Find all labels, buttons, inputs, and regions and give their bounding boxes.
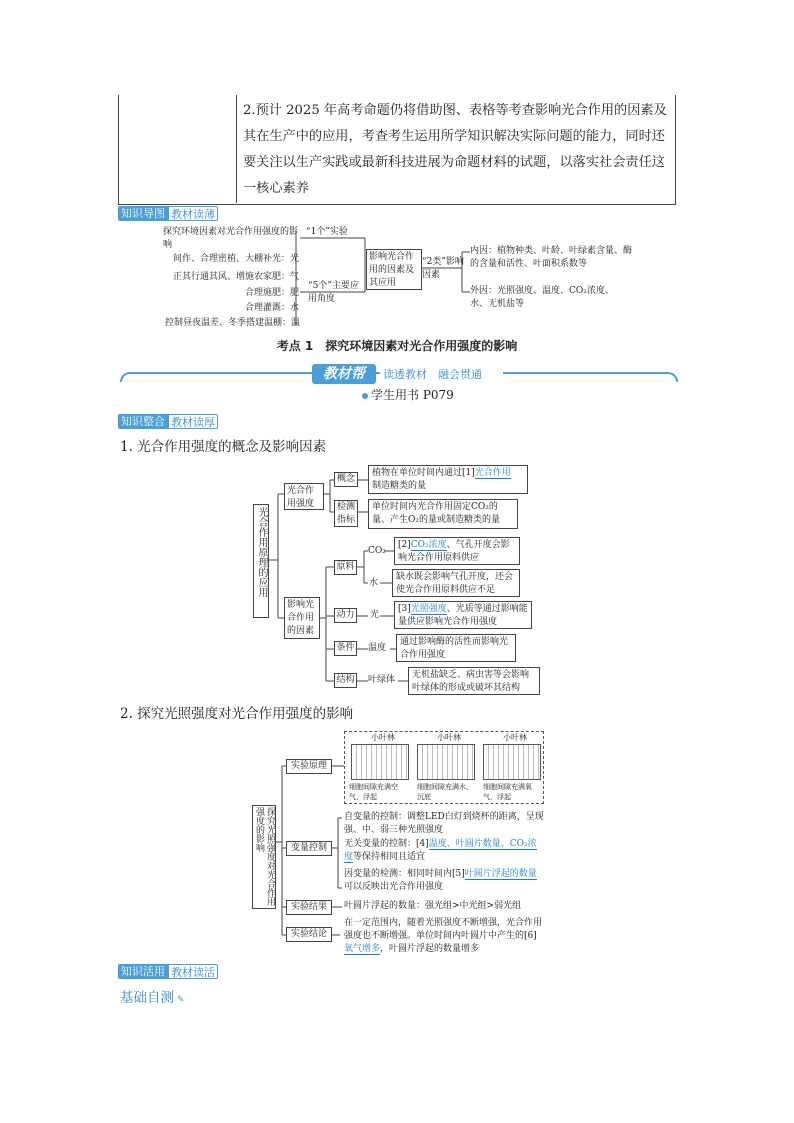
s1-water-label: 水: [369, 578, 379, 588]
s2-var-dep: [344, 868, 544, 894]
tag-apply-2: 教材读活: [168, 964, 218, 979]
tag-integrate-1: 知识整合: [118, 414, 168, 429]
banner-book-dot: [362, 393, 368, 399]
s2-conclusion: 实验结论: [286, 927, 332, 942]
s1-light-text: 、光质等通过影响能量供应影响光合作用强度: [398, 604, 528, 627]
s1-co2-box: [394, 537, 520, 565]
map-left-water: 合理灌溉：水: [244, 303, 299, 313]
tag-integrate: [118, 414, 218, 429]
s2-var-irrelevant: [344, 838, 544, 864]
s2-leaf-caption-2: 细胞间隙充满水，沉底: [417, 783, 473, 801]
s1-co2-pre: [2]: [398, 540, 411, 550]
s1-chl-box: 无机盐缺乏、病虫害等会影响叶绿体的形成或破坏其结构: [408, 667, 540, 695]
s1-water-box: 缺水既会影响气孔开度，还会使光合作用原料供应不足: [392, 569, 520, 597]
s2-var-irr-fill: 温度、叶圆片数量、CO₂浓度: [344, 839, 537, 862]
s1-node-index: 检测指标: [334, 500, 358, 527]
banner-title: 教材帮: [312, 364, 376, 384]
s1-node-intensity: 光合作用强度: [284, 483, 324, 510]
s2-leaf-caption-1: 细胞间隙充满空气，浮起: [349, 783, 398, 801]
section1-title: 1. 光合作用强度的概念及影响因素: [120, 439, 327, 455]
s2-result: 实验结果: [286, 900, 332, 915]
s2-var-indep: 自变量的控制：调整LED白灯到烧杯的距离，呈现强、中、弱三种光照强度: [344, 812, 544, 835]
s2-leaf-label-2: 小叶林: [437, 733, 461, 742]
s2-leaf-image-2: [417, 744, 475, 780]
s2-root: 探究光照强度对光合作用强度的影响: [252, 805, 276, 909]
s1-node-factors: 影响光合作用的因素: [284, 597, 320, 639]
s1-co2-label: CO₂: [368, 546, 386, 556]
s1-light-label: 光: [370, 610, 380, 620]
s2-var-dep-fill: 叶圆片浮起的数量: [464, 869, 537, 879]
s2-variable: 变量控制: [286, 841, 332, 856]
map-outer: 外因：光照强度、温度、CO₂浓度、水、无机盐等: [470, 286, 614, 309]
s2-conclusion-pre: 在一定范围内，随着光照强度不断增强，光合作用强度也不断增强。单位时间内叶圆片中产生的[6]: [344, 918, 543, 941]
s2-leaf-label-3: 小叶林: [503, 733, 527, 742]
s1-co2-fill: CO₂浓度: [410, 540, 447, 550]
s2-result-text: 叶圆片浮起的数量：强光组>中光组>弱光组: [344, 901, 522, 911]
s1-index-box: 单位时间内光合作用固定CO₂的量、产生O₂的量或制造糖类的量: [368, 499, 518, 529]
s2-leaf-panel: [344, 731, 544, 804]
tag-apply: [118, 964, 218, 979]
map-center: 影响光合作用的因素及其应用: [366, 249, 422, 290]
s1-node-concept: 概念: [334, 472, 358, 487]
s2-conclusion-text: [344, 917, 544, 956]
s2-leaf-image-1: [351, 744, 409, 780]
s1-co2-text: 、气孔开度会影响光合作用原料供应: [398, 540, 510, 563]
s2-leaf-label-1: 小叶林: [371, 733, 395, 742]
s2-var-dep-post: 可以反映出光合作用强度: [344, 882, 444, 892]
pencil-icon: ✎: [177, 995, 185, 1005]
s1-light-box: [394, 601, 532, 629]
banner-subtitle: 读透教材 融会贯通: [380, 367, 503, 382]
map-mid2: “5个”主要应用角度: [308, 281, 359, 304]
tag-map-2: 教材读薄: [168, 206, 218, 221]
map-mid3: “2类”影响因素: [422, 257, 464, 280]
s1-concept-text2: 制造糖类的量: [372, 481, 427, 491]
s1-concept-text: 植物在单位时间内通过[1]: [372, 468, 475, 478]
tag-apply-1: 知识活用: [118, 964, 168, 979]
tag-map-1: 知识导图: [118, 206, 168, 221]
s1-temp-box: 通过影响酶的活性而影响光合作用强度: [396, 634, 516, 662]
s1-concept-fill: 光合作用: [474, 468, 511, 478]
s1-node-structure: 结构: [334, 673, 357, 688]
s1-temp-label: 温度: [368, 643, 387, 653]
map-left-temp: 控制昼夜温差、冬季搭建温棚：温: [164, 318, 300, 328]
s1-chl-label: 叶绿体: [368, 675, 396, 685]
top-table-text: 2.预计 2025 年高考命题仍将借助图、表格等考查影响光合作用的因素及其在生产中的应用，考查考生运用所学知识解决实际问题的能力，同时还要关注以生产实践或最新科技进展为命题材料的试题，以落实社会责任这一核心素养: [243, 103, 667, 196]
s1-light-fill: 光照强度: [410, 604, 447, 614]
map-left-air: 正其行通其风、增施农家肥：气: [172, 272, 299, 282]
s1-node-material: 原料: [334, 560, 357, 575]
s2-conclusion-post: ，叶圆片浮起的数量增多: [380, 944, 480, 954]
section2-title: 2. 探究光照强度对光合作用强度的影响: [120, 706, 354, 722]
s2-var-dep-pre: 因变量的检测：相同时间内[5]: [344, 869, 465, 879]
s2-var-irr-post: 等保持相同且适宜: [353, 852, 426, 862]
map-mid1: “1个”实验: [306, 227, 348, 237]
tag-integrate-2: 教材读厚: [168, 414, 218, 429]
s1-light-pre: [3]: [398, 604, 411, 614]
s1-node-condition: 条件: [334, 641, 357, 656]
map-inner: 内因：植物种类、叶龄、叶绿素含量、酶的含量和活性、叶面积系数等: [470, 246, 633, 269]
s1-root: 光合作用原理的应用: [253, 504, 269, 618]
s2-var-irr-pre: 无关变量的控制：[4]: [344, 839, 429, 849]
map-left-light: 间作、合理密植、大棚补光：光: [172, 254, 299, 264]
map-left-experiment: 探究环境因素对光合作用强度的影响: [163, 227, 299, 250]
banner-book: 学生用书 P079: [371, 388, 454, 402]
s2-principle: 实验原理: [286, 759, 332, 774]
exam-point-title: 考点 1 探究环境因素对光合作用强度的影响: [276, 339, 518, 353]
s2-conclusion-fill: 氧气增多: [344, 944, 381, 954]
self-test-title: 基础自测: [120, 990, 174, 1006]
s1-concept-box: [368, 465, 528, 494]
s2-leaf-caption-3: 细胞间隙充满氧气，浮起: [483, 783, 532, 801]
s2-leaf-image-3: [483, 744, 541, 780]
s1-node-power: 动力: [334, 608, 357, 623]
map-left-fertilizer: 合理施肥：肥: [244, 288, 299, 298]
